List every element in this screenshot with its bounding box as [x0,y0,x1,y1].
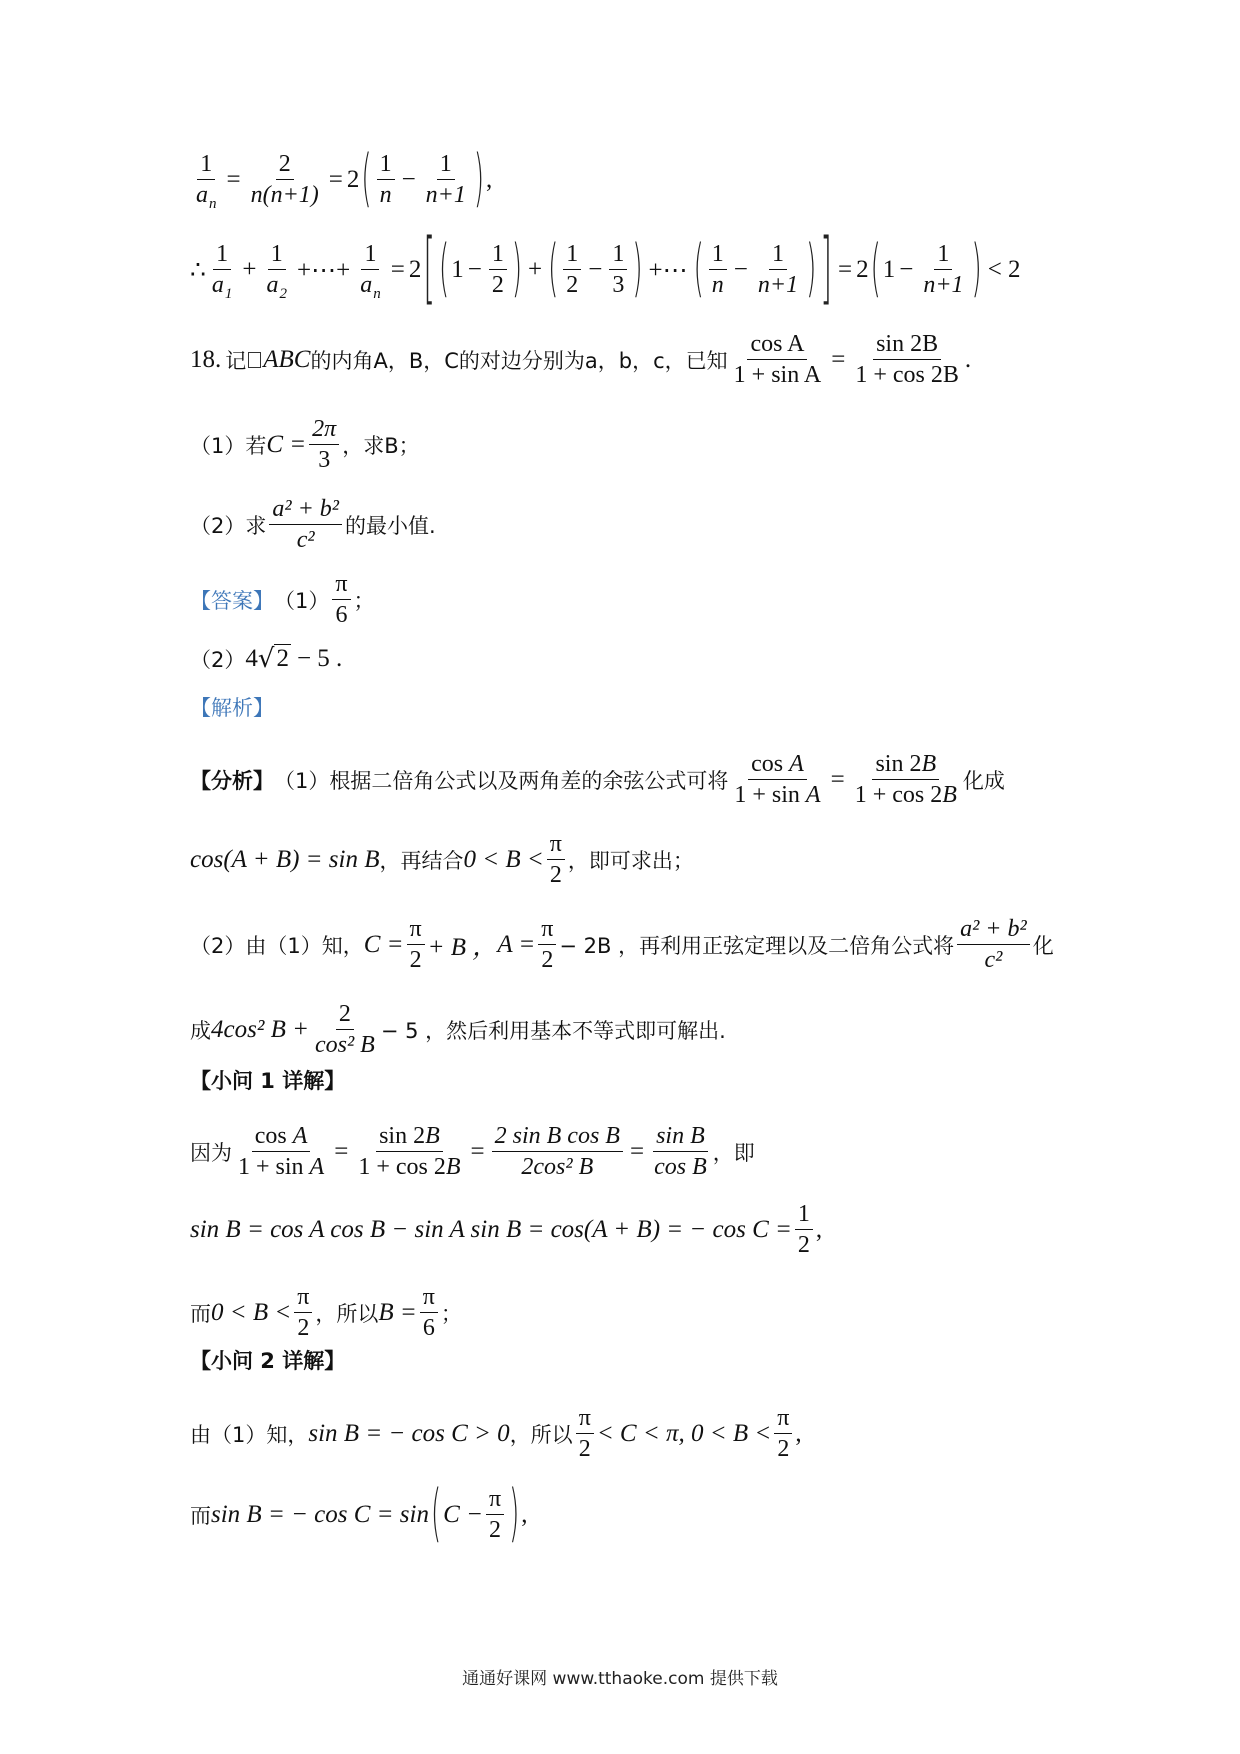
text: − 2B ，再利用正弦定理以及二倍角公式将 [559,933,955,958]
numerator: sin 2B [873,330,941,360]
a-var: a [196,182,208,209]
fenxi-line-3: （2）由（1）知， C = $\frac{\pi}{2}$ + B ， A = $\frac{\pi}{2}$ − 2B ，再利用正弦定理以及二倍角公式将 $\frac{\text{a² + b²}}{\text{c²}}$ 化 [190,916,1054,974]
numerator: cos A [747,330,807,360]
text: ，所以 [509,1422,573,1447]
denominator: cos B [654,1154,707,1181]
denominator: 3 [318,447,331,474]
q18-stem: 18. 记 ABC 的内角A，B，C的对边分别为a，b，c，已知 $\frac{\text{cos A}}{\text{1 + sin A}}$ = $\frac{\sin 2B}{1 + \cos 2B}$ . [190,331,972,389]
left-bracket: [ [423,224,436,316]
denominator: 1 + cos 2B [855,362,959,389]
fenxi-line-1: 【分析】 （1）根据二倍角公式以及两角差的余弦公式可将 $\frac{\text{cos A}}{\text{1 + sin A}}$ = $\frac{\sin 2B}{1 + \cos 2B}$ 化成 [190,751,1005,809]
numerator: a² + b² [269,495,342,525]
text: 由（1）知， [190,1422,309,1447]
numerator: 1 [361,240,379,270]
denominator: 3 [612,272,625,299]
expr: B = [378,1298,417,1326]
text: ，所以 [315,1301,379,1326]
punctuation: , [815,1215,823,1243]
subscript: 1 [224,286,233,303]
a-var: a [266,272,279,299]
part-tail: ； [353,588,375,613]
part-tail: ，求B； [342,433,420,458]
detail-tag: 【小问 2 详解】 [190,1349,346,1373]
fraction [423,150,469,210]
detail-2-line-2: 而 sin B = − cos C = sin ( C − $\frac{\pi}{2}$ ) , [190,1478,528,1551]
detail-1-heading [190,1065,345,1095]
part-tail: 的最小值. [344,513,436,538]
number: 1 [451,255,464,283]
text: ，即 [712,1140,755,1165]
part-label: （2）求 [190,513,267,538]
expr: A = [497,930,536,958]
expr: C = [363,930,404,958]
fenxi-line-4 [190,1000,726,1060]
expr: + B ， [427,933,498,961]
q17-equation-1: $\frac{1}{a_n}$ = $\frac{2}{n(n+1)}$ = 2 ( $\frac{1}{n}$ − $\frac{1}{n+1}$ ) , [190,150,492,210]
expr: sin B = cos A cos B − sin A sin B = cos(A + B) = − cos C = [190,1215,792,1243]
expr: sin B = − cos C > 0 [308,1419,510,1447]
analysis-heading [190,692,274,722]
numerator: 2 [276,150,294,180]
a-var: a [211,272,224,299]
expr: 4cos² B + [211,1015,309,1043]
denominator: cos² B [314,1032,375,1059]
numerator: 2 sin B cos B [492,1122,623,1152]
triangle-symbol-box [248,352,261,368]
part-label: （1）若 [190,433,267,458]
numerator: 1 [377,150,395,180]
text: 成 [190,1018,211,1043]
denominator: 1 + sin A [733,362,822,389]
fraction [193,150,220,213]
denominator: 2 [491,272,504,299]
expr: C − [443,1500,483,1528]
fraction [377,150,395,210]
numerator: π [332,570,350,600]
numerator: 1 [437,150,455,180]
text: 而 [190,1301,211,1326]
question-number: 18. [190,345,222,373]
denominator: 2cos² B [521,1154,594,1181]
punctuation: , [521,1500,528,1528]
detail-1-line-2 [190,1200,822,1260]
denominator: n [379,182,392,209]
denominator: n+1 [425,182,466,209]
detail-1-line-1: 因为 $\frac{\text{cos A}}{\text{1 + sin A}}$ = $\frac{\sin 2B}{1 + \cos 2B}$ = $\frac{\text{2 sin B cos B}}{\text{2cos² B}}$ = $\frac{\text{sin B}}{\text{cos B}}$ ，即 [190,1123,755,1181]
q18-part-2 [190,495,436,555]
q18-part-1 [190,415,420,475]
part-label: （2） [190,648,246,672]
subscript: n [373,286,381,303]
expr: cos(A + B) = sin B [190,845,380,873]
left-paren: ( [361,143,372,216]
stem-text: 记 [225,348,247,373]
subscript: n [209,196,217,213]
denominator [193,180,220,213]
numerator: 1 [795,1200,813,1230]
expr: C = [266,430,307,458]
therefore-symbol: ∴ [190,256,206,284]
fenxi-tag: 【分析】 [190,768,274,793]
q17-equation-2: ∴ $\frac{1}{a_1}$ + $\frac{1}{a_2}$ +⋯+ $\frac{1}{a_n}$ = 2 [ ( 1 − $\frac{1}{2}$ ) + ( $\frac{1}{2}$ − $\frac{1}{3}$ ) +⋯ ( $\frac{1}{n}$ − $\frac{1}{n+1}$ ) ] = 2 ( 1 − $\frac{1}{n+1}$ ) < 2 [190,224,1021,316]
text: ，再结合 [379,848,464,873]
expr: 0 < B < [463,845,544,873]
ellipsis: +⋯+ [297,256,351,284]
text: 化成 [962,768,1005,793]
detail-2-line-1: 由（1）知， sin B = − cos C > 0 ，所以 $\frac{\pi}{2}$ < C < π, 0 < B < $\frac{\pi}{2}$ , [190,1405,802,1463]
result: < 2 [987,255,1021,283]
text: 化 [1032,933,1054,958]
denominator: n(n+1) [250,182,319,209]
expr: 0 < B < [211,1298,292,1326]
detail-2-heading [190,1345,345,1375]
numerator: 1 [197,150,215,180]
fenxi-line-2: cos(A + B) = sin B ，再结合 0 < B < $\frac{\pi}{2}$ ，即可求出； [190,831,694,889]
expr: sin B = − cos C = sin [211,1500,429,1528]
part-tail: − 5 . [296,645,343,672]
a-var: a [360,272,373,299]
punctuation: , [486,165,493,193]
answer-part-2 [190,644,342,674]
text: （2）由（1）知， [190,933,364,958]
right-paren: ) [473,143,485,216]
sqrt: √ 2 [257,644,289,674]
answer-part-1 [190,570,375,630]
coefficient: 4 [245,645,258,672]
coefficient: 2 [408,255,422,283]
coefficient: 2 [346,165,360,193]
detail-tag: 【小问 1 详解】 [190,1069,346,1093]
text: ，即可求出； [567,848,694,873]
subscript: 2 [279,286,288,303]
part-label: （1） [274,588,330,613]
fraction [248,150,322,210]
numerator: 1 [213,240,231,270]
denominator: 2 [797,1232,810,1259]
radicand: 2 [276,645,289,672]
denominator: n+1 [757,272,799,299]
denominator: n [711,272,724,299]
numerator: 2 [336,1000,354,1030]
text: − 5 ，然后利用基本不等式即可解出. [380,1018,726,1043]
triangle-name: ABC [263,345,311,373]
page-footer: 通通好课网 www.tthaoke.com 提供下载 [462,1669,778,1689]
right-bracket: ] [820,224,832,316]
text: 而 [190,1503,211,1528]
denominator: c² [296,527,315,554]
detail-1-line-3: 而 0 < B < $\frac{\pi}{2}$ ，所以 B = $\frac{\pi}{6}$ ； [190,1284,462,1342]
text: 因为 [190,1140,232,1165]
numerator: 1 [268,240,286,270]
denominator: 6 [335,602,348,629]
expr: < C < π, 0 < B < [596,1419,772,1447]
analysis-tag: 【解析】 [190,696,274,720]
stem-text-2: 的内角A，B，C的对边分别为a，b，c，已知 [310,348,728,373]
numerator: sin B [653,1122,708,1152]
numerator: 2π [309,415,339,445]
answer-tag: 【答案】 [190,588,274,613]
punctuation: , [795,1419,802,1447]
text: （1）根据二倍角公式以及两角差的余弦公式可将 [274,768,729,793]
text: ； [440,1301,462,1326]
